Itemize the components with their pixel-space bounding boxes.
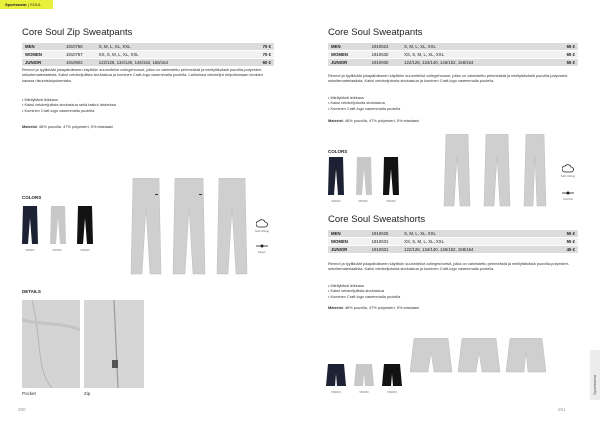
price-cell-price: 70 €: [245, 43, 274, 51]
swatch-code: 999000: [331, 199, 341, 203]
price-cell-code: 1910930: [369, 59, 402, 67]
swatch-code: 950000: [359, 390, 369, 394]
feature-item: • Kuminen Craft-logo vasemmalla puolella: [22, 108, 116, 113]
price-cell-group: JUNIOR: [328, 59, 369, 67]
product-photos: [127, 178, 255, 278]
feature-list: [328, 95, 400, 111]
swatch-code: 999000: [80, 248, 90, 252]
price-cell-group: WOMEN: [328, 51, 369, 59]
price-cell-group: WOMEN: [22, 51, 63, 59]
comfort-icon: [562, 190, 574, 196]
price-row: [328, 230, 578, 238]
swatch-code: 999000: [331, 390, 341, 394]
price-cell-price: 65 €: [550, 51, 578, 59]
product-title: Core Soul Sweatshorts: [328, 214, 426, 225]
price-row: [22, 59, 274, 67]
price-cell-sizes: S, M, L, XL, XXL: [96, 43, 246, 51]
price-cell-group: MEN: [328, 43, 369, 51]
price-cell-sizes: S, M, L, XL, XXL: [401, 43, 549, 51]
material-text: Material: 48% puuvilla, 47% polyesteri, 5% elastaani: [328, 305, 420, 310]
product-photos: [440, 134, 552, 210]
product-description: Rennot ja tyylikkäät jokapäiväiseen käyttöön suunnitellut collegeshortsit, jotka on valmistettu pehmeästä ja miellyttävästä puuvilla-polyesteri-sekoitemateriaalista. Kaksi vetoketjutonta sivutaskua ja kuminen Craft-logo vasemmalla puolella.: [328, 261, 570, 272]
detail-caption: Pocket: [22, 391, 36, 396]
color-swatches: [326, 364, 410, 388]
price-table: [328, 230, 578, 254]
price-cell-sizes: 122/128, 134/140, 146/152, 158/164: [401, 59, 549, 67]
price-cell-price: 55 €: [550, 59, 578, 67]
page-number: 281: [558, 407, 566, 412]
price-cell-code: 1910931: [369, 246, 402, 254]
product-description: Rennot ja tyylikkäät jokapäiväiseen käyttöön suunnitellut collegehousut, jotka on valmistettu pehmeästä ja miellyttävästä puuvilla-polyesteri-sekoitemateriaalista. Kaksi vetoketjutonta sivutaskua ja kuminen Craft-logo vasemmalla puolella.: [328, 73, 569, 84]
feature-list: [22, 97, 116, 113]
swatch-code: 950000: [52, 248, 62, 252]
feature-item: • Miellyttävä leikkaus: [328, 283, 400, 288]
material-text: Material: 48% puuvilla, 47% polyesteri, 5% elastaani: [22, 124, 114, 129]
price-cell-code: 1910624: [369, 43, 402, 51]
swatch-navy: [326, 364, 346, 386]
price-cell-price: 60 €: [245, 59, 274, 67]
swatch-grey: [354, 364, 374, 386]
swatch-code: 950000: [358, 199, 368, 203]
price-cell-sizes: 122/128, 134/140, 146/152, 158/164: [401, 246, 549, 254]
price-cell-sizes: XS, S, M, L, XL, XXL: [401, 238, 549, 246]
feature-item: • Miellyttävä leikkaus: [328, 95, 400, 100]
price-table: [22, 43, 274, 67]
price-row: [22, 43, 274, 51]
swatch-code: 999000: [386, 199, 396, 203]
price-cell-sizes: XS, S, M, L, XL, XXL: [401, 51, 549, 59]
swatch-black: [382, 364, 402, 386]
swatch-navy: [328, 157, 344, 195]
section-tab: Sportswear | SOUL: [0, 0, 53, 9]
price-cell-sizes: 122/128, 134/140, 146/152, 158/164: [96, 59, 246, 67]
detail-photo-zip: [84, 300, 144, 388]
price-cell-group: JUNIOR: [22, 59, 63, 67]
detail-photo-pocket: [22, 300, 80, 388]
price-cell-group: MEN: [328, 230, 369, 238]
swatch-grey: [50, 206, 66, 244]
price-cell-code: 1910902: [63, 59, 96, 67]
colors-label: COLORS: [22, 195, 42, 200]
swatch-black: [77, 206, 93, 244]
product-description: Rennot ja tyylikkäät jokapäiväiseen käyttöön suunnitellut collegehousut, jotka on valmistettu pehmeästä ja miellyttävästä puuvilla-polyesteri-sekoitemateriaalista. Kaksi vetoketjullista sivutaskua ja kuminen Craft-logo vasemmalla puolella. Lahkeissa vetoketjut helpottamaan kenkien kanssa riisumista/pukemista.: [22, 67, 263, 83]
price-row: [328, 246, 578, 254]
cloud-icon: [562, 164, 574, 173]
price-row: [22, 51, 274, 59]
price-cell-price: 55 €: [550, 230, 578, 238]
material-text: Material: 48% puuvilla, 47% polyesteri, 5% elastaani: [328, 118, 420, 123]
color-swatches: [326, 157, 406, 199]
price-cell-code: 1910630: [369, 51, 402, 59]
swatch-code: 999000: [25, 248, 35, 252]
product-title: Core Soul Sweatpants: [328, 27, 423, 38]
price-cell-sizes: S, M, L, XL, XXL: [401, 230, 549, 238]
price-cell-price: 55 €: [550, 238, 578, 246]
feature-item: • Kaksi vetoketjutonta sivutaskua: [328, 100, 400, 105]
price-table: [328, 43, 578, 67]
price-row: [328, 59, 578, 67]
icon-label: Comfort: [563, 197, 573, 201]
side-tab: Sportswear: [590, 350, 600, 400]
icon-label: Soft ribbing: [560, 174, 576, 178]
price-cell-price: 65 €: [550, 43, 578, 51]
page-number: 280: [18, 407, 26, 412]
feature-item: • Kuminen Craft-logo vasemmalla puolella: [328, 294, 400, 299]
colors-label: COLORS: [328, 149, 348, 154]
detail-caption: Zip: [84, 391, 91, 396]
price-cell-code: 1910631: [369, 238, 402, 246]
price-cell-group: MEN: [22, 43, 63, 51]
icon-label: Soft ribbing: [254, 229, 270, 233]
feature-list: [328, 283, 400, 299]
feature-item: • Kaksi vetoketjullista sivutaskua: [328, 288, 400, 293]
price-cell-price: 45 €: [550, 246, 578, 254]
product-photos: [410, 338, 550, 376]
right-page: [300, 0, 600, 424]
price-cell-price: 70 €: [245, 51, 274, 59]
feature-item: • Miellyttävä leikkaus: [22, 97, 116, 102]
price-cell-sizes: XS, S, M, L, XL, XXL: [96, 51, 246, 59]
swatch-code: 999000: [387, 390, 397, 394]
price-row: [328, 238, 578, 246]
product-title: Core Soul Zip Sweatpants: [22, 27, 133, 38]
swatch-black: [383, 157, 399, 195]
feature-item: • Kuminen Craft-logo vasemmalla puolella: [328, 106, 400, 111]
icon-label: Zipper: [258, 250, 266, 254]
price-row: [328, 43, 578, 51]
price-cell-group: WOMEN: [328, 238, 369, 246]
feature-item: • Kaksi vetoketjullista sivutaskua sekä taskut lahkeissa: [22, 102, 116, 107]
swatch-navy: [22, 206, 38, 244]
details-label: DETAILS: [22, 289, 41, 294]
cloud-icon: [256, 219, 268, 228]
price-cell-code: 1910625: [369, 230, 402, 238]
zipper-icon: [256, 243, 268, 249]
price-cell-code: 1910767: [63, 51, 96, 59]
swatch-grey: [356, 157, 372, 195]
price-cell-code: 1910766: [63, 43, 96, 51]
price-row: [328, 51, 578, 59]
price-cell-group: JUNIOR: [328, 246, 369, 254]
